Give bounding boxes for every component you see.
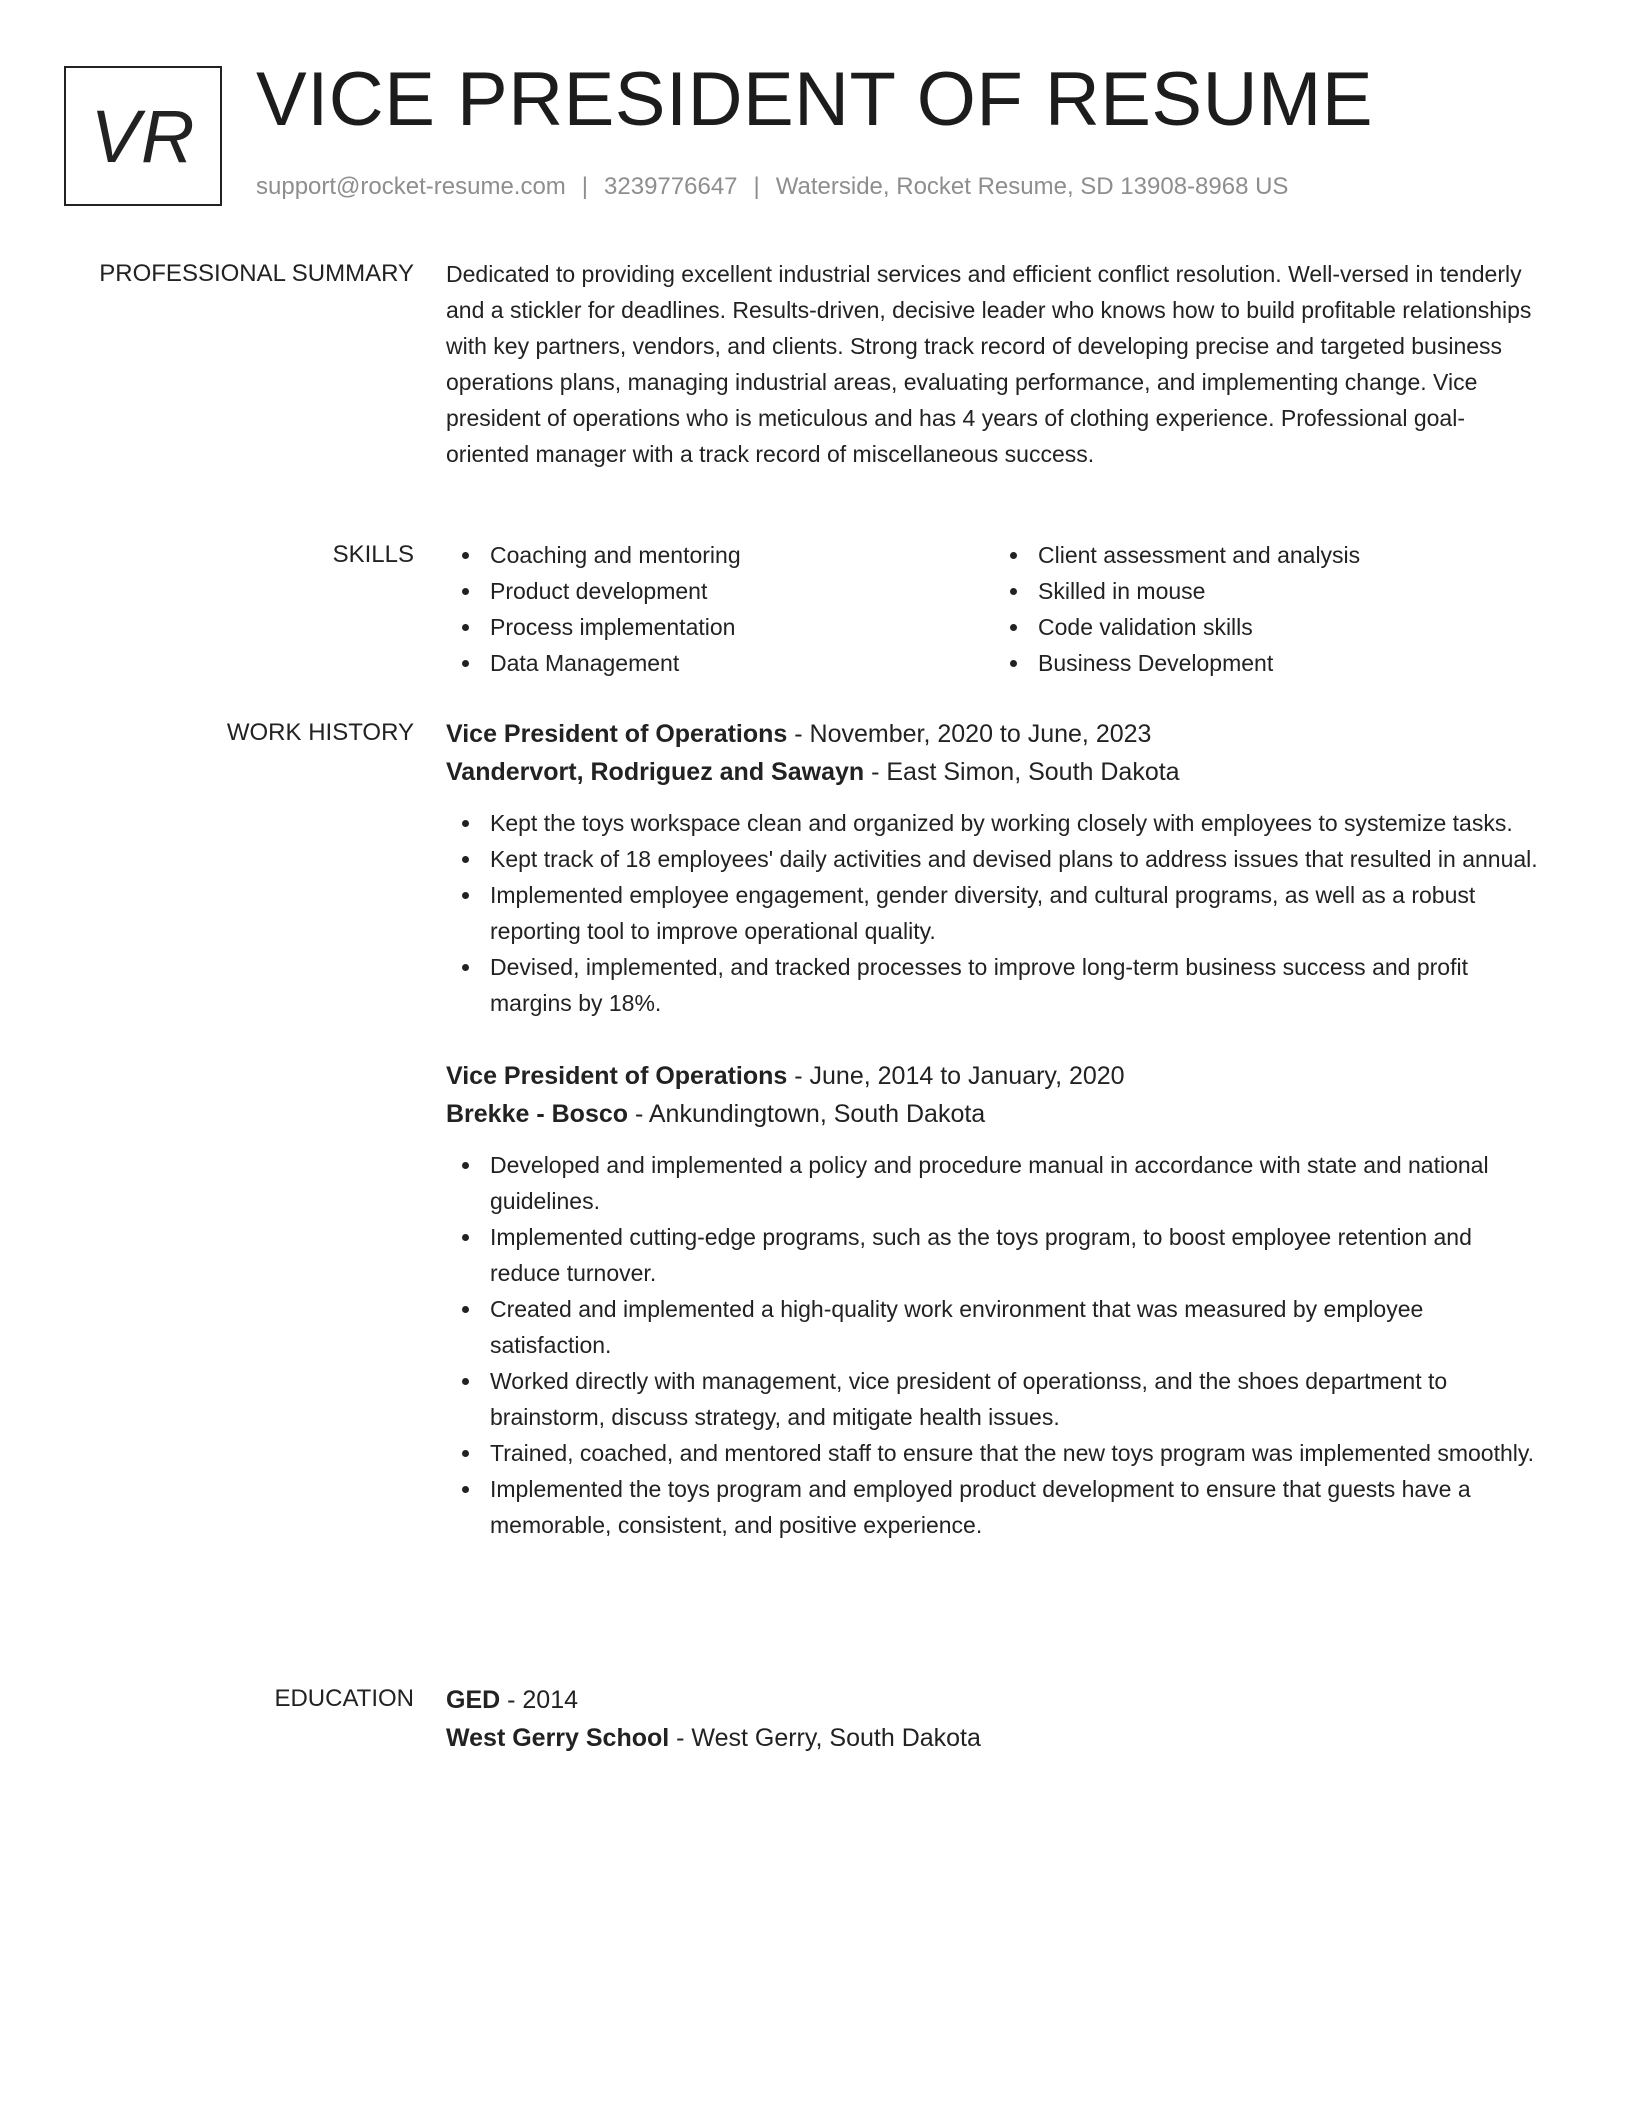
skill-item: Code validation skills [1038,609,1514,645]
list-item: Trained, coached, and mentored staff to ensure that the new toys program was implemented smoothly. [490,1435,1546,1471]
bullet-icon [462,660,469,667]
contact-email[interactable]: support@rocket-resume.com [256,173,566,200]
bullet-icon [462,892,469,899]
job-title: Vice President of Operations [446,1062,788,1090]
bullet-icon [462,1378,469,1385]
contact-phone[interactable]: 3239776647 [604,173,738,200]
summary-body [446,256,1546,472]
bullet-icon [462,1234,469,1241]
list-item: Kept the toys workspace clean and organized by working closely with employees to systemize tasks. [490,805,1546,841]
list-item: Devised, implemented, and tracked processes to improve long-term business success and profit margins by 18%. [490,949,1546,1021]
candidate-name: VICE PRESIDENT OF RESUME [256,57,1374,142]
skill-item: Product development [490,573,994,609]
bullet-icon [462,1306,469,1313]
skill-item: Skilled in mouse [1038,573,1514,609]
education-school: West Gerry School [446,1724,670,1752]
skills-body [446,537,1546,681]
job-company: Brekke - Bosco [446,1100,629,1128]
skill-item: Process implementation [490,609,994,645]
job-dates: - November, 2020 to June, 2023 [787,720,1152,748]
education-degree: GED [446,1686,501,1714]
bullet-icon [462,552,469,559]
job-location: - Ankundingtown, South Dakota [628,1100,986,1128]
list-item: Implemented employee engagement, gender diversity, and cultural programs, as well as a robust reporting tool to improve operational quality. [490,877,1546,949]
summary-text: Dedicated to providing excellent industrial services and efficient conflict resolution. Well-versed in tenderly and a stickler for deadlines. Results-driven, decisive leader who knows how to build profitable relationships with key partners, vendors, and clients. Strong track record of developing precise and targeted business operations plans, managing industrial areas, evaluating performance, and implementing change. Vice president of operations who is meticulous and has 4 years of clothing experience. Professional goal-oriented manager with a track record of miscellaneous success. [446,261,1532,467]
skill-item: Business Development [1038,645,1514,681]
bullet-icon [1010,624,1017,631]
job-company-line [446,1095,1546,1133]
skills-column-right [994,537,1514,681]
skills-grid [446,537,1546,681]
section-label-education: EDUCATION [274,1685,414,1712]
list-item: Created and implemented a high-quality work environment that was measured by employee satisfaction. [490,1291,1546,1363]
section-label-summary: PROFESSIONAL SUMMARY [99,260,414,287]
contact-address: Waterside, Rocket Resume, SD 13908-8968 US [775,173,1289,200]
list-item: Kept track of 18 employees' daily activities and devised plans to address issues that resulted in annual. [490,841,1546,877]
job-bullets [446,1147,1546,1543]
bullet-icon [1010,552,1017,559]
job-title-line [446,715,1546,753]
skill-item: Client assessment and analysis [1038,537,1514,573]
job-company-line [446,753,1546,791]
work-body [446,715,1546,1543]
education-year: - 2014 [500,1686,579,1714]
monogram-logo [64,66,222,206]
bullet-icon [462,820,469,827]
list-item: Implemented cutting-edge programs, such as the toys program, to boost employee retention and reduce turnover. [490,1219,1546,1291]
contact-separator: | [753,173,760,200]
section-label-work: WORK HISTORY [226,719,414,746]
education-body [446,1681,1546,1757]
job-title-line [446,1057,1546,1095]
education-location: - West Gerry, South Dakota [669,1724,981,1752]
skills-column-left [446,537,994,681]
bullet-icon [1010,660,1017,667]
list-item: Worked directly with management, vice president of operationss, and the shoes department to brainstorm, discuss strategy, and mitigate health issues. [490,1363,1546,1435]
list-item: Implemented the toys program and employed product development to ensure that guests have a memorable, consistent, and positive experience. [490,1471,1546,1543]
monogram-text: VR [90,94,196,178]
skill-item: Coaching and mentoring [490,537,994,573]
bullet-icon [462,964,469,971]
list-item: Developed and implemented a policy and procedure manual in accordance with state and national guidelines. [490,1147,1546,1219]
bullet-icon [462,588,469,595]
bullet-icon [1010,588,1017,595]
job-location: - East Simon, South Dakota [864,758,1180,786]
education-degree-line [446,1681,1546,1719]
bullet-icon [462,624,469,631]
job-dates: - June, 2014 to January, 2020 [787,1062,1125,1090]
job-title: Vice President of Operations [446,720,788,748]
bullet-icon [462,856,469,863]
contact-line [256,173,1288,201]
job-entry [446,1057,1546,1543]
bullet-icon [462,1486,469,1493]
job-entry [446,715,1546,1021]
bullet-icon [462,1162,469,1169]
bullet-icon [462,1450,469,1457]
job-bullets [446,805,1546,1021]
skill-item: Data Management [490,645,994,681]
section-label-skills: SKILLS [332,541,414,568]
education-school-line [446,1719,1546,1757]
contact-separator: | [581,173,589,200]
job-company: Vandervort, Rodriguez and Sawayn [446,758,865,786]
